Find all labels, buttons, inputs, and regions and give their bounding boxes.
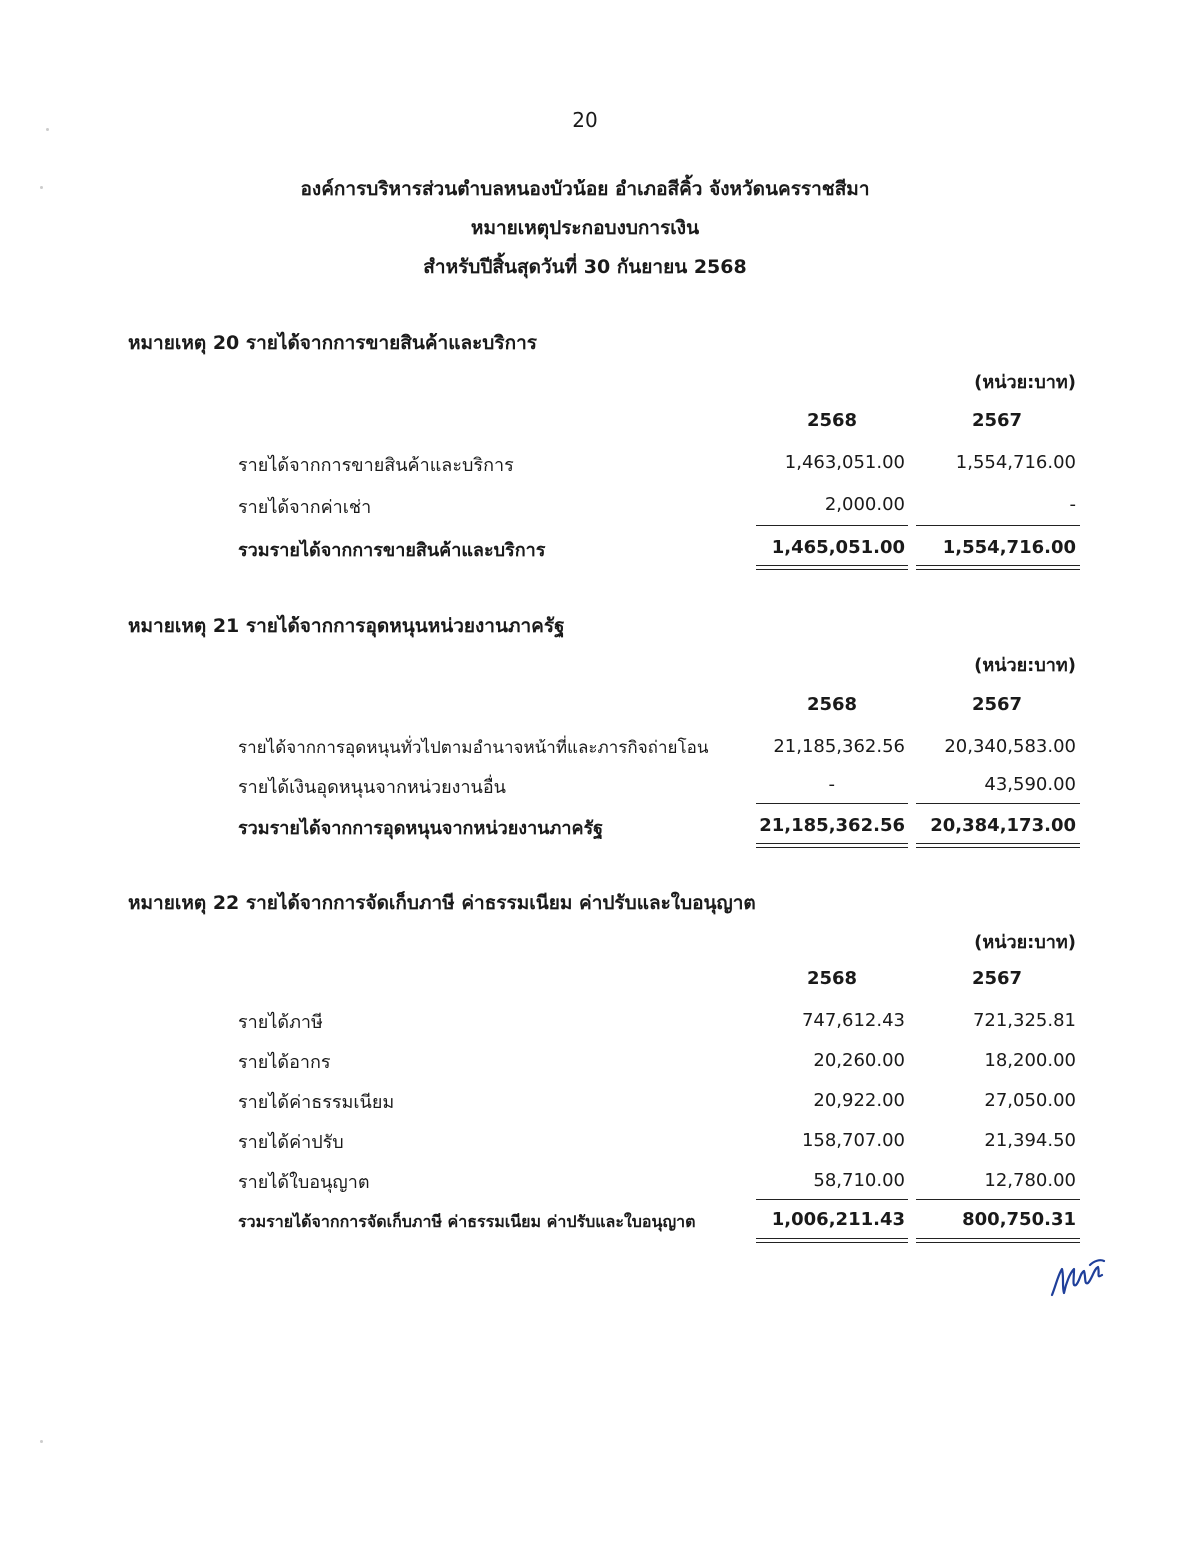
value-2567: 721,325.81 [972,1010,1076,1031]
signature-mark [1046,1255,1110,1303]
double-underline [756,1238,908,1243]
page-number: 20 [572,108,598,132]
subtotal-underline [756,1199,908,1200]
note-20-year-2568: 2568 [806,410,858,431]
value-2567: 1,554,716.00 [955,452,1076,473]
subtotal-underline [916,1199,1080,1200]
scan-speck [46,128,49,131]
scan-speck [40,186,43,189]
scan-speck [40,1440,43,1443]
value-2568: - [828,774,835,795]
row-label: รายได้อากร [238,1052,331,1073]
value-2568: 2,000.00 [824,494,905,515]
subtotal-underline [756,525,908,526]
period-line: สำหรับปีสิ้นสุดวันที่ 30 กันยายน 2568 [423,256,747,278]
value-2568: 21,185,362.56 [773,736,905,757]
value-2567: 20,340,583.00 [944,736,1076,757]
subtotal-underline [916,803,1080,804]
value-2568: 20,260.00 [813,1050,905,1071]
total-label: รวมรายได้จากการขายสินค้าและบริการ [238,540,546,561]
double-underline [916,843,1080,848]
subtotal-underline [756,803,908,804]
note-22-title: หมายเหตุ 22 รายได้จากการจัดเก็บภาษี ค่าธรรมเนียม ค่าปรับและใบอนุญาต [128,892,756,914]
document-title: หมายเหตุประกอบงบการเงิน [470,217,700,239]
row-label: รายได้ค่าปรับ [238,1132,344,1153]
org-name: องค์การบริหารส่วนตำบลหนองบัวน้อย อำเภอสีคิ้ว จังหวัดนครราชสีมา [300,178,870,200]
note-21-title: หมายเหตุ 21 รายได้จากการอุดหนุนหน่วยงานภาครัฐ [128,615,565,637]
row-label: รายได้ใบอนุญาต [238,1172,370,1193]
note-20-unit: (หน่วย:บาท) [974,372,1076,393]
note-21-year-2568: 2568 [806,694,858,715]
value-2567: 18,200.00 [984,1050,1076,1071]
row-label: รายได้จากการอุดหนุนทั่วไปตามอำนาจหน้าที่และภารกิจถ่ายโอน [238,738,709,758]
signature [1046,1255,1110,1307]
double-underline [916,565,1080,570]
total-2568: 1,465,051.00 [771,537,905,558]
total-2567: 20,384,173.00 [930,815,1076,836]
note-21-unit: (หน่วย:บาท) [974,655,1076,676]
note-20-title: หมายเหตุ 20 รายได้จากการขายสินค้าและบริการ [128,332,537,354]
value-2568: 58,710.00 [813,1170,905,1191]
row-label: รายได้ภาษี [238,1012,323,1033]
total-label: รวมรายได้จากการจัดเก็บภาษี ค่าธรรมเนียม ค่าปรับและใบอนุญาต [238,1212,696,1231]
value-2567: 21,394.50 [984,1130,1076,1151]
double-underline [756,565,908,570]
note-21-year-2567: 2567 [971,694,1023,715]
total-2568: 1,006,211.43 [771,1209,905,1230]
row-label: รายได้จากการขายสินค้าและบริการ [238,455,514,476]
value-2568: 20,922.00 [813,1090,905,1111]
total-2568: 21,185,362.56 [759,815,905,836]
value-2567: 12,780.00 [984,1170,1076,1191]
double-underline [916,1238,1080,1243]
double-underline [756,843,908,848]
total-2567: 1,554,716.00 [942,537,1076,558]
note-22-year-2568: 2568 [806,968,858,989]
value-2568: 158,707.00 [801,1130,905,1151]
row-label: รายได้จากค่าเช่า [238,497,372,518]
row-label: รายได้ค่าธรรมเนียม [238,1092,395,1113]
note-22-year-2567: 2567 [971,968,1023,989]
row-label: รายได้เงินอุดหนุนจากหน่วยงานอื่น [238,777,506,798]
value-2567: - [1069,494,1076,515]
value-2567: 27,050.00 [984,1090,1076,1111]
value-2568: 747,612.43 [801,1010,905,1031]
note-22-unit: (หน่วย:บาท) [974,932,1076,953]
total-label: รวมรายได้จากการอุดหนุนจากหน่วยงานภาครัฐ [238,818,604,839]
value-2567: 43,590.00 [984,774,1076,795]
subtotal-underline [916,525,1080,526]
value-2568: 1,463,051.00 [784,452,905,473]
total-2567: 800,750.31 [962,1209,1076,1230]
note-20-year-2567: 2567 [971,410,1023,431]
